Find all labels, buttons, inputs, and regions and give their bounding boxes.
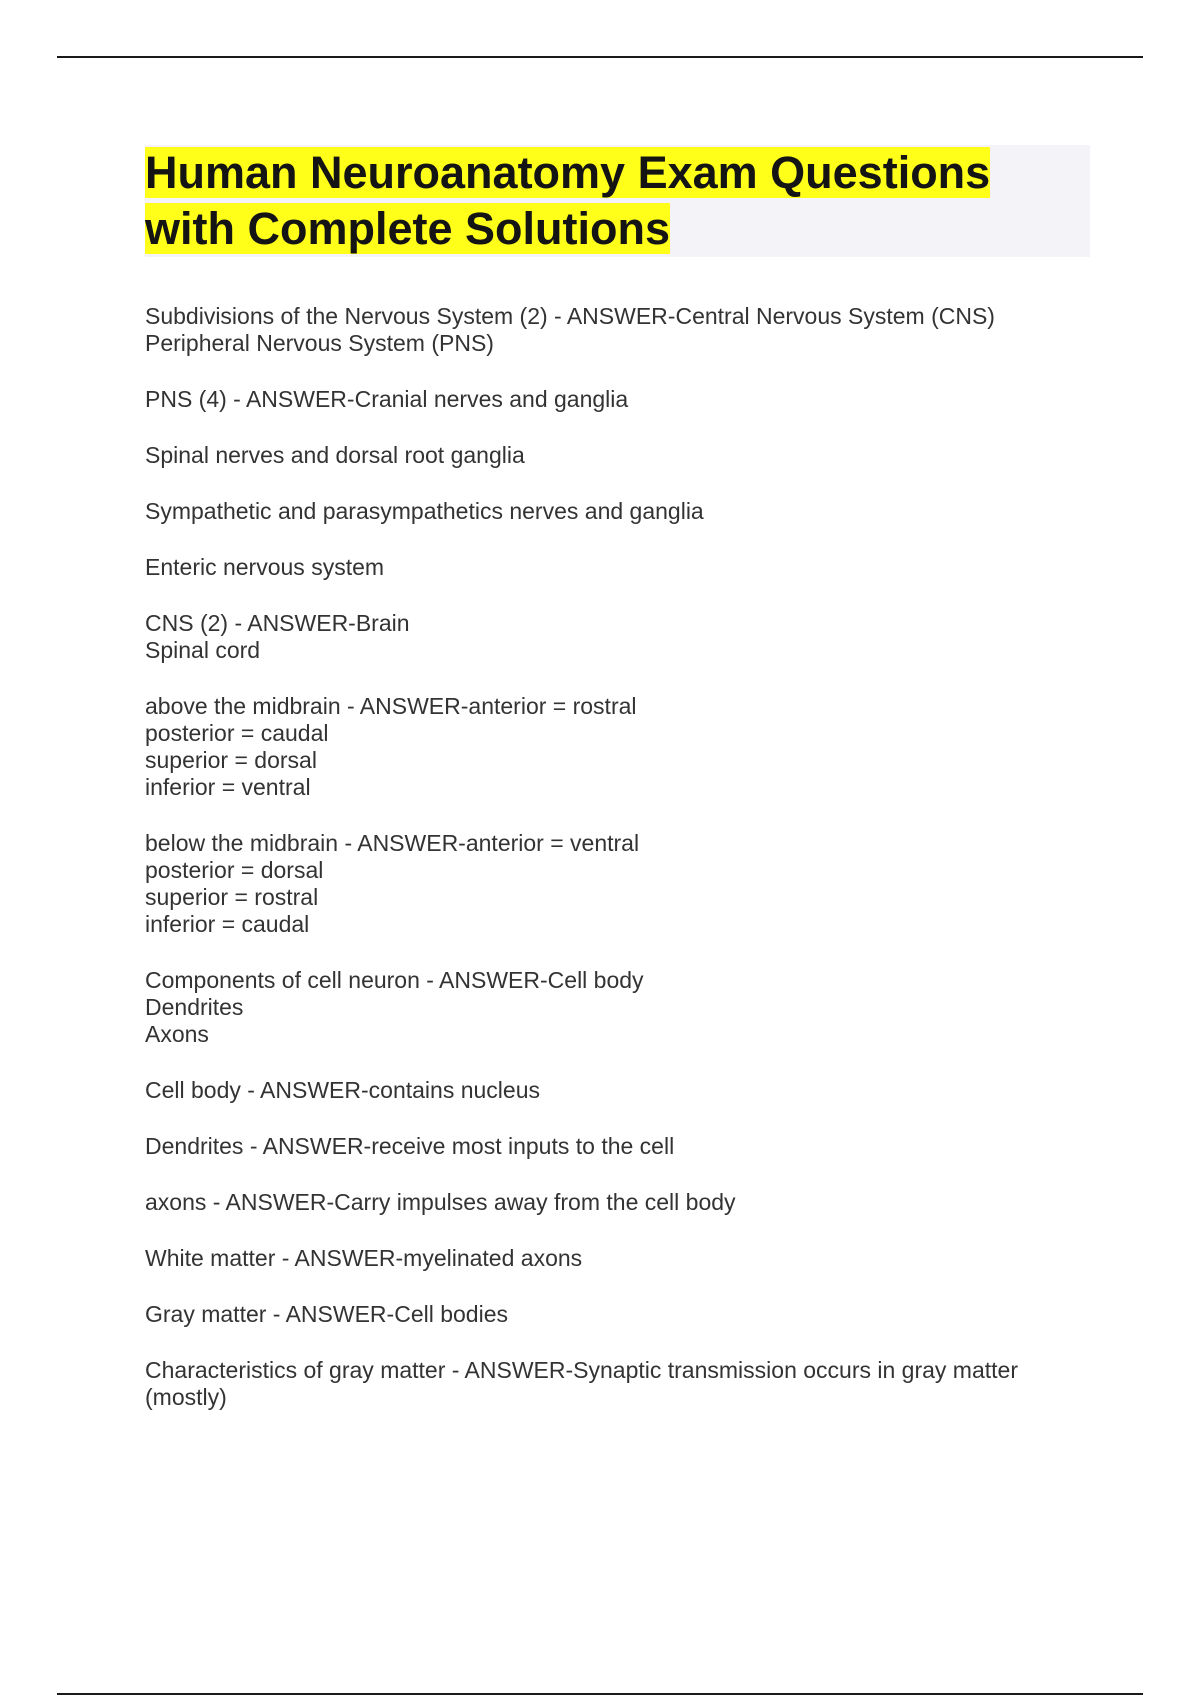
question-text: Components of cell neuron: [145, 967, 420, 993]
top-rule: [57, 56, 1143, 58]
qa-entry: [145, 967, 1090, 1048]
answer-text: Enteric nervous system: [145, 554, 385, 580]
answer-text: anterior = rostral: [468, 693, 637, 719]
title-line-1: Human Neuroanatomy Exam Questions: [145, 147, 991, 198]
qa-entry: [145, 498, 1090, 525]
question-text: Subdivisions of the Nervous System (2): [145, 303, 548, 329]
qa-first-line: [145, 1189, 1090, 1216]
answer-text: anterior = ventral: [465, 830, 640, 856]
qa-entry: [145, 1301, 1090, 1328]
answer-text: Spinal nerves and dorsal root ganglia: [145, 442, 525, 468]
qa-entry: [145, 1133, 1090, 1160]
answer-separator: - ANSWER-: [338, 830, 466, 856]
answer-separator: - ANSWER-: [228, 610, 356, 636]
answer-text: Brain: [355, 610, 410, 636]
answer-separator: - ANSWER-: [419, 967, 548, 993]
answer-separator: - ANSWER-: [445, 1357, 574, 1383]
answer-text: contains nucleus: [368, 1077, 541, 1103]
answer-separator: - ANSWER-: [240, 1077, 369, 1103]
qa-entry: [145, 442, 1090, 469]
qa-entry: [145, 303, 1090, 357]
answer-continuation-line: Axons: [145, 1021, 209, 1047]
answer-separator: - ANSWER-: [266, 1301, 395, 1327]
answer-continuation-line: superior = dorsal: [145, 747, 317, 773]
qa-first-line: [145, 830, 1090, 857]
question-text: below the midbrain: [145, 830, 339, 856]
question-text: Characteristics of gray matter: [145, 1357, 446, 1383]
answer-text: Sympathetic and parasympathetics nerves and ganglia: [145, 498, 704, 524]
answer-text: Cell bodies: [394, 1301, 508, 1327]
question-text: Cell body: [145, 1077, 241, 1103]
question-text: Gray matter: [145, 1301, 267, 1327]
qa-first-line: [145, 1245, 1090, 1272]
answer-text: Central Nervous System (CNS): [675, 303, 995, 329]
answer-text: Cell body: [547, 967, 644, 993]
answer-continuation-line: posterior = dorsal: [145, 857, 324, 883]
answer-separator: - ANSWER-: [226, 386, 355, 412]
answer-continuation-line: superior = rostral: [145, 884, 319, 910]
qa-first-line: [145, 498, 1090, 525]
answer-continuation-line: Dendrites: [145, 994, 244, 1020]
title-block: [145, 145, 1090, 257]
answer-text: Synaptic transmission occurs in gray matter: [573, 1357, 1018, 1383]
title-line-2: with Complete Solutions: [145, 203, 670, 254]
answer-text: myelinated axons: [403, 1245, 583, 1271]
qa-first-line: [145, 1357, 1090, 1384]
question-text: PNS (4): [145, 386, 227, 412]
qa-entry: [145, 610, 1090, 664]
question-text: Dendrites: [145, 1133, 244, 1159]
answer-text: Cranial nerves and ganglia: [354, 386, 629, 412]
answer-continuation-line: (mostly): [145, 1384, 227, 1410]
qa-first-line: [145, 442, 1090, 469]
qa-first-line: [145, 554, 1090, 581]
answer-separator: - ANSWER-: [275, 1245, 404, 1271]
qa-entry: [145, 830, 1090, 938]
qa-first-line: [145, 693, 1090, 720]
answer-continuation-line: Peripheral Nervous System (PNS): [145, 330, 494, 356]
qa-entry: [145, 1245, 1090, 1272]
qa-entry: [145, 386, 1090, 413]
bottom-rule: [57, 1693, 1143, 1695]
question-text: CNS (2): [145, 610, 229, 636]
qa-entry: [145, 1189, 1090, 1216]
qa-entry: [145, 693, 1090, 801]
qa-first-line: [145, 303, 1090, 330]
answer-separator: - ANSWER-: [206, 1189, 335, 1215]
answer-continuation-line: inferior = ventral: [145, 774, 311, 800]
qa-entry: [145, 554, 1090, 581]
qa-entry: [145, 1357, 1090, 1411]
answer-text: Carry impulses away from the cell body: [334, 1189, 736, 1215]
qa-first-line: [145, 610, 1090, 637]
qa-entry: [145, 1077, 1090, 1104]
answer-continuation-line: inferior = caudal: [145, 911, 310, 937]
document-title: [145, 145, 1090, 257]
qa-first-line: [145, 1301, 1090, 1328]
answer-separator: - ANSWER-: [243, 1133, 372, 1159]
question-text: White matter: [145, 1245, 276, 1271]
answer-separator: - ANSWER-: [547, 303, 676, 329]
question-text: axons: [145, 1189, 207, 1215]
question-text: above the midbrain: [145, 693, 341, 719]
answer-continuation-line: Spinal cord: [145, 637, 261, 663]
qa-first-line: [145, 386, 1090, 413]
document-body: [145, 145, 1090, 1440]
qa-first-line: [145, 967, 1090, 994]
answer-separator: - ANSWER-: [340, 693, 469, 719]
answer-text: receive most inputs to the cell: [371, 1133, 675, 1159]
qa-list: [145, 303, 1090, 1411]
answer-continuation-line: posterior = caudal: [145, 720, 329, 746]
qa-first-line: [145, 1077, 1090, 1104]
qa-first-line: [145, 1133, 1090, 1160]
